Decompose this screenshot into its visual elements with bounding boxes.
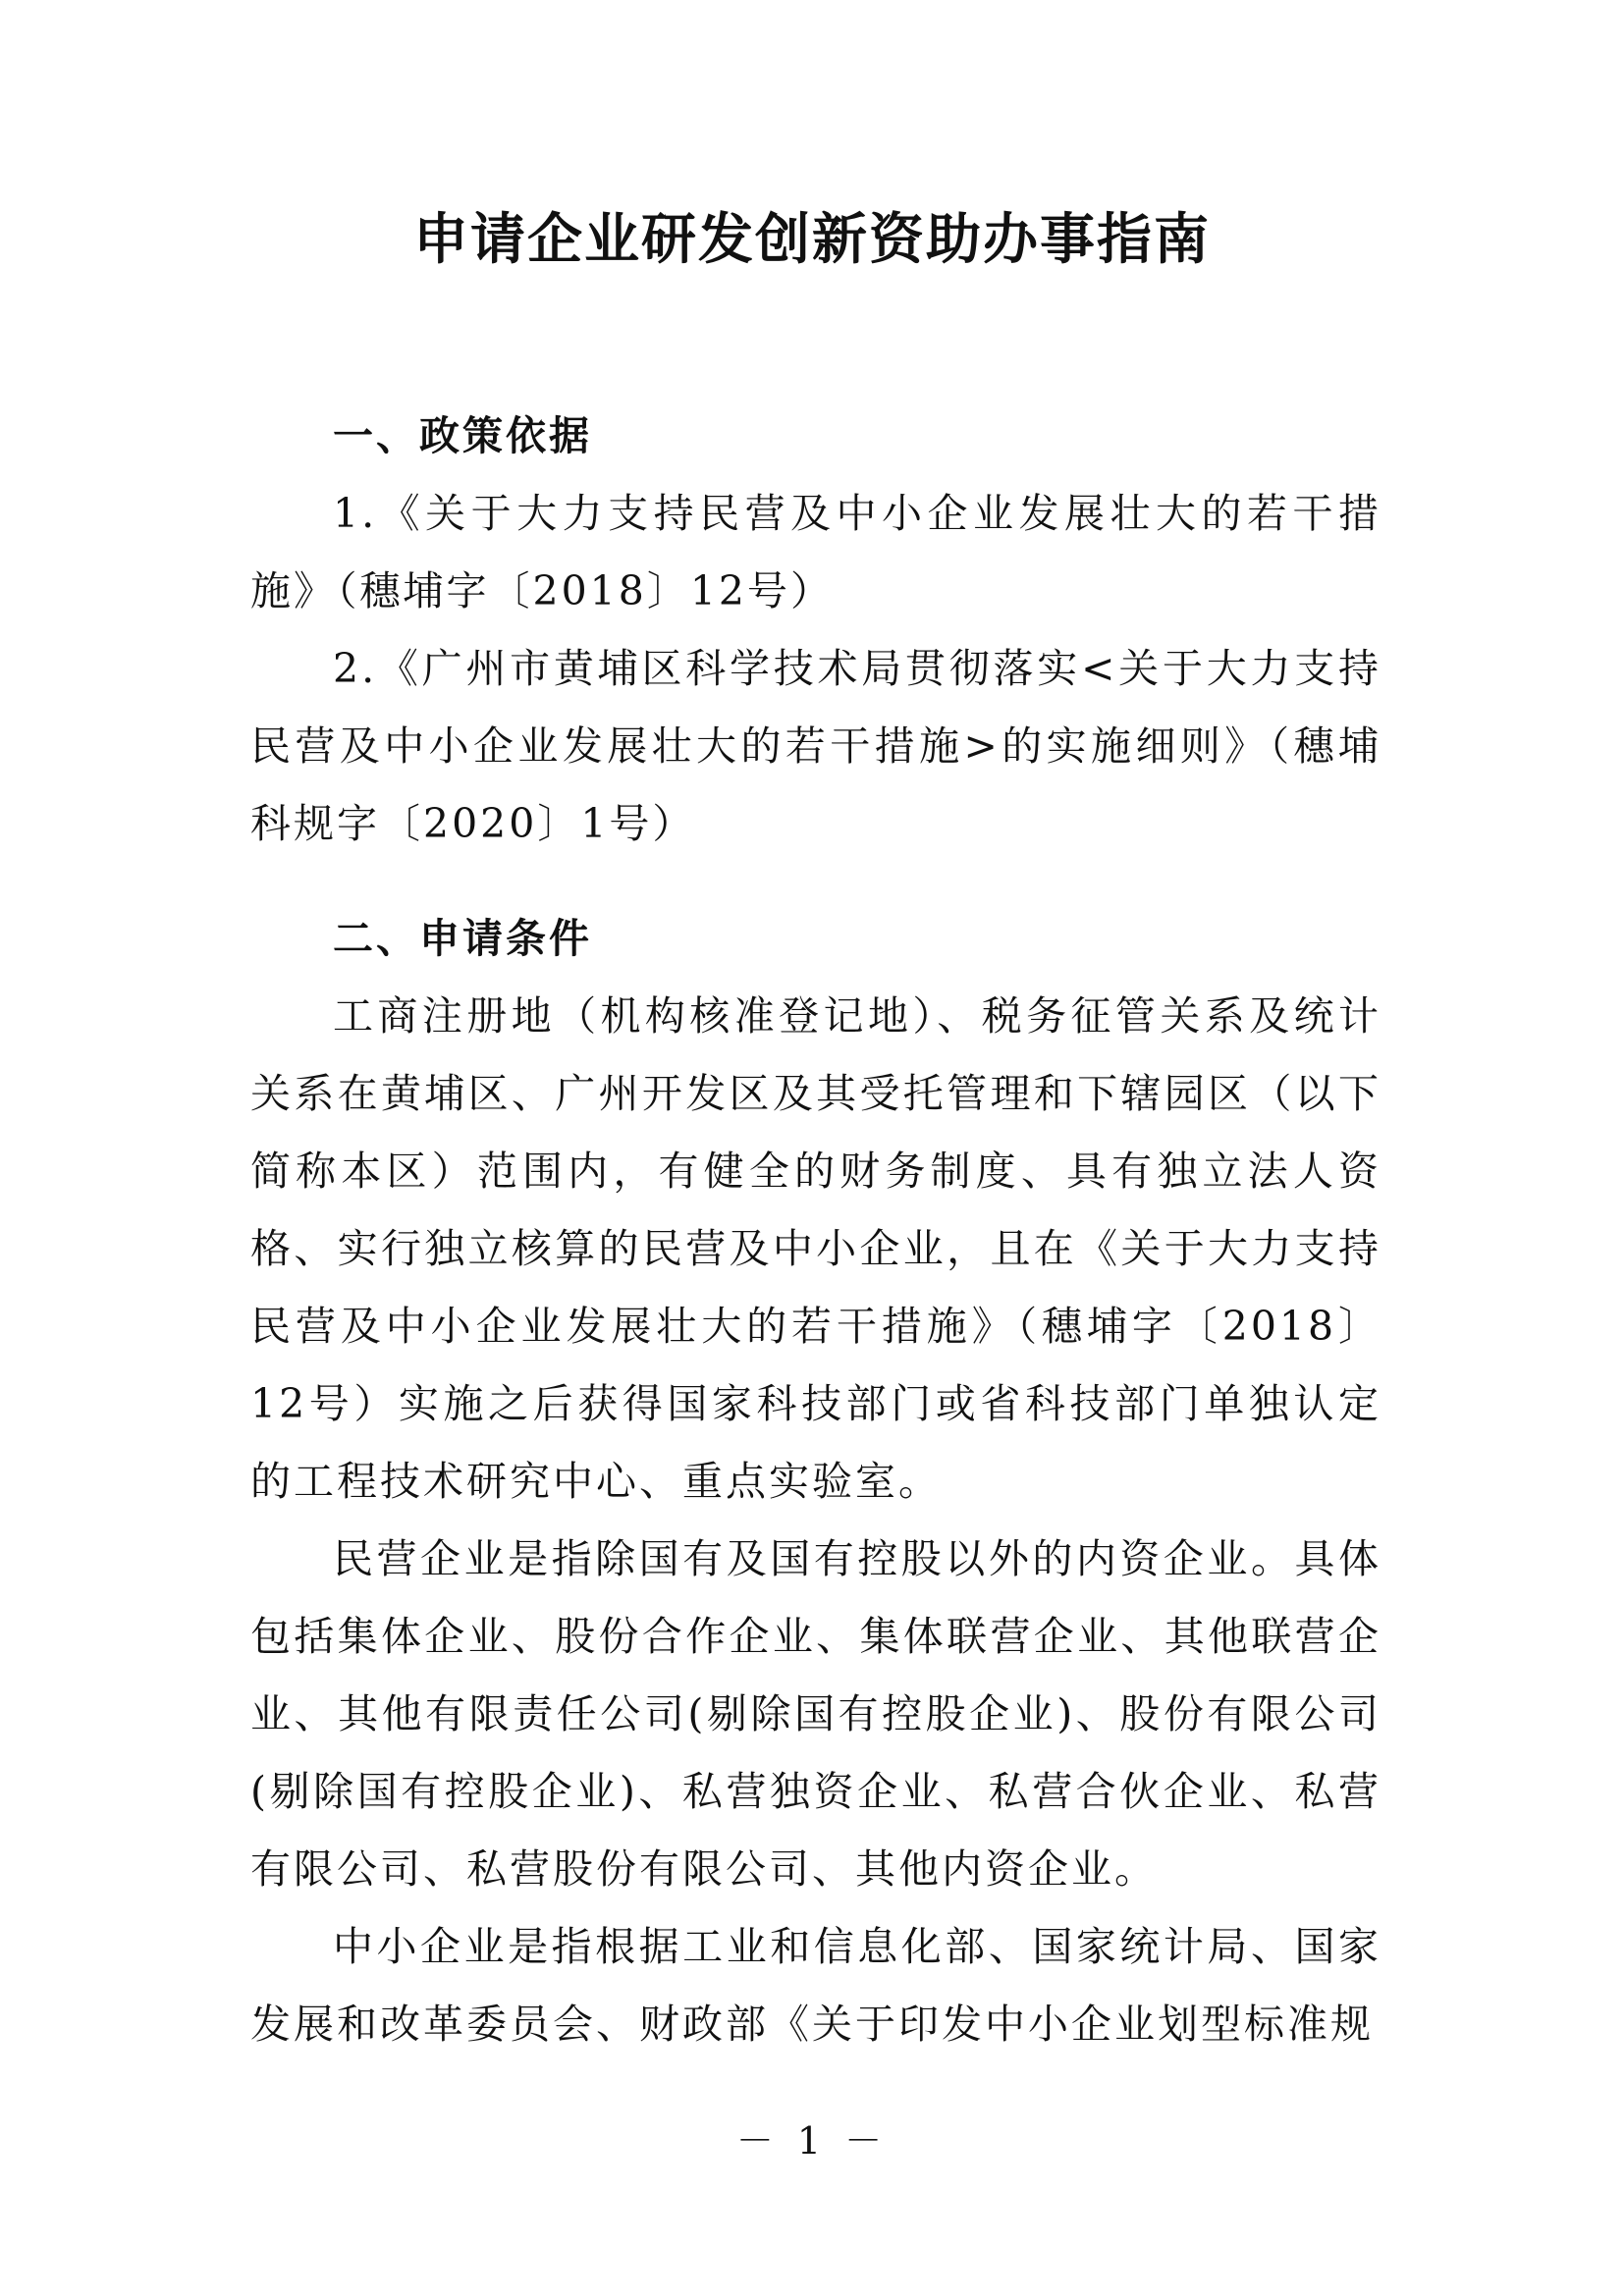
page-number: － 1 － <box>735 2119 889 2163</box>
policy-basis-item-1: 1.《关于大力支持民营及中小企业发展壮大的若干措施》（穗埔字〔2018〕12号） <box>250 490 1381 614</box>
document-body <box>250 398 1381 2063</box>
conditions-paragraph-private-enterprise: 民营企业是指除国有及国有控股以外的内资企业。具体包括集体企业、股份合作企业、集体联营企业、其他联营企业、其他有限责任公司(剔除国有控股企业)、股份有限公司(剔除国有控股企业)、私营独资企业、私营合伙企业、私营有限公司、私营股份有限公司、其他内资企业。 <box>250 1535 1381 1893</box>
section-heading-policy-basis: 一、政策依据 <box>333 412 592 459</box>
policy-basis-item-2: 2.《广州市黄埔区科学技术局贯彻落实<关于大力支持民营及中小企业发展壮大的若干措施>的实施细则》（穗埔科规字〔2020〕1号） <box>250 645 1381 847</box>
section-heading-application-conditions: 二、申请条件 <box>333 915 592 962</box>
conditions-paragraph-sme: 中小企业是指根据工业和信息化部、国家统计局、国家发展和改革委员会、财政部《关于印发中小企业划型标准规 <box>250 1923 1381 2048</box>
document-title: 申请企业研发创新资助办事指南 <box>413 208 1211 272</box>
conditions-paragraph-1: 工商注册地（机构核准登记地）、税务征管关系及统计关系在黄埔区、广州开发区及其受托管理和下辖园区（以下简称本区）范围内，有健全的财务制度、具有独立法人资格、实行独立核算的民营及中小企业，且在《关于大力支持民营及中小企业发展壮大的若干措施》（穗埔字〔2018〕12号）实施之后获得国家科技部门或省科技部门单独认定的工程技术研究中心、重点实验室。 <box>250 992 1381 1505</box>
